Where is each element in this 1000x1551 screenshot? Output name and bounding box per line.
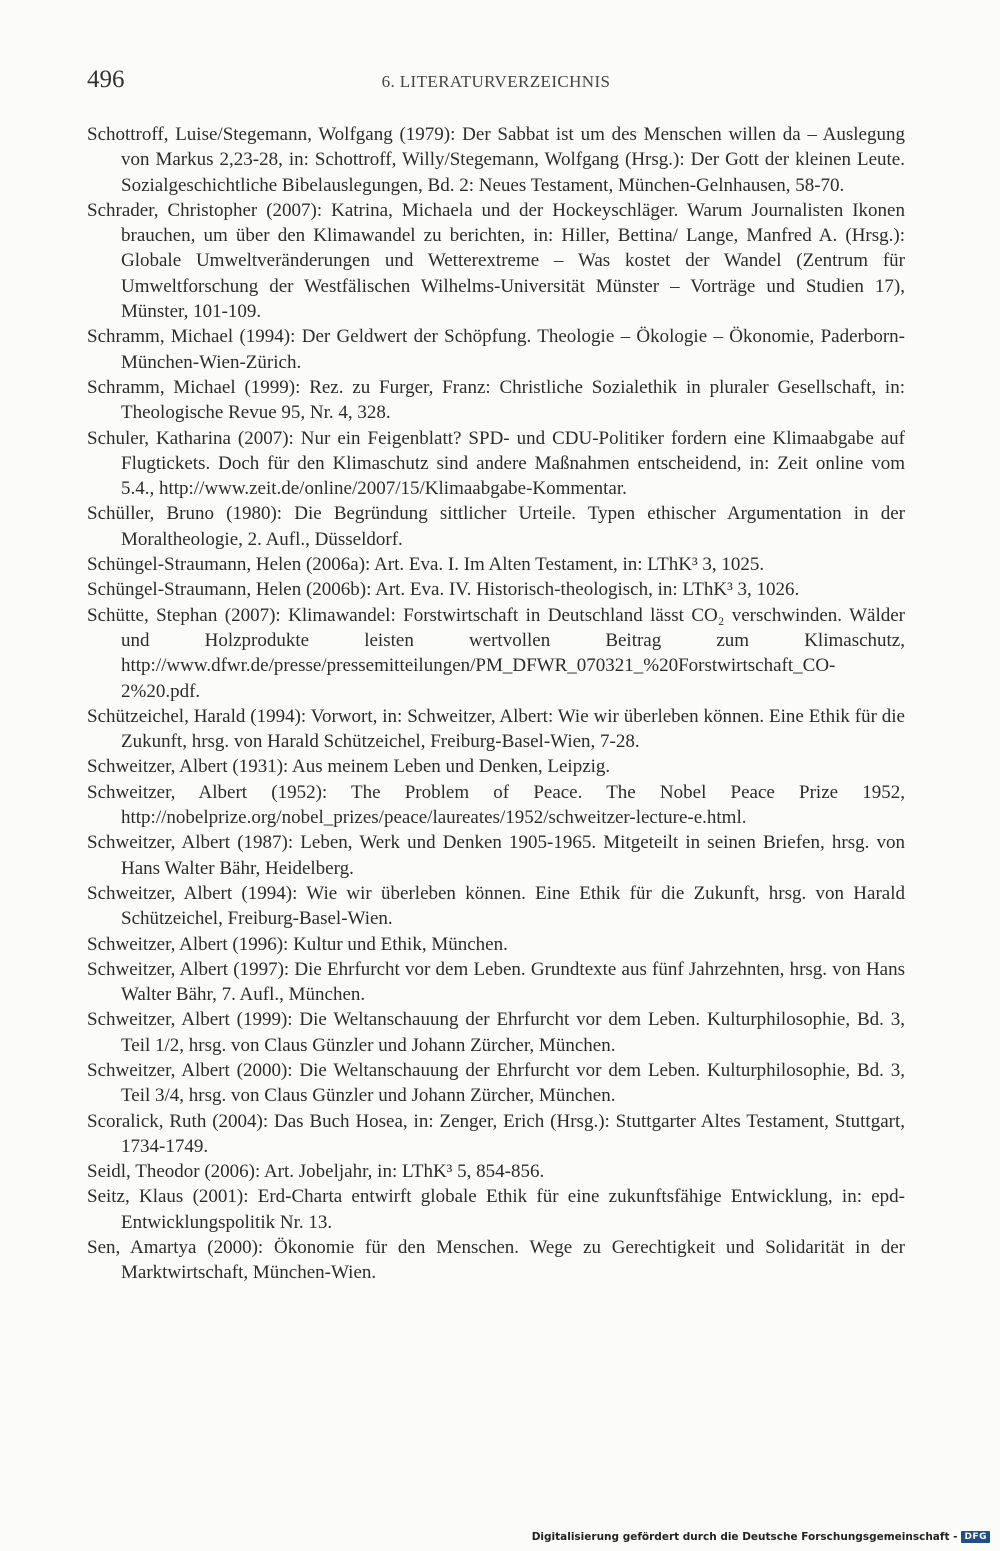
bibliography-entry: Schweitzer, Albert (1997): Die Ehrfurcht vor dem Leben. Grundtexte aus fünf Jahrzehnten, hrsg. von Hans Walter Bähr, 7. Aufl., München.: [87, 958, 905, 1006]
bibliography-entry: Schweitzer, Albert (1952): The Problem of Peace. The Nobel Peace Prize 1952, http://nobelprize.org/nobel_prizes/peace/laureates/1952/schweitzer-lecture-e.html.: [87, 781, 905, 829]
page-header: [87, 66, 905, 100]
bibliography-entry: Schrader, Christopher (2007): Katrina, Michaela und der Hockeyschläger. Warum Journalisten Ikonen brauchen, um über den Klimawandel zu berichten, in: Hiller, Bettina/ Lange, Manfred A. (Hrsg.): Globale Umweltveränderungen und Wetterextreme – Was kostet der Wandel (Zentrum für Umweltforschung der Westfälischen Wilhelms-Universität Münster – Vorträge und Studien 17), Münster, 101-109.: [87, 199, 905, 323]
bibliography-entry: Schweitzer, Albert (2000): Die Weltanschauung der Ehrfurcht vor dem Leben. Kulturphilosophie, Bd. 3, Teil 3/4, hrsg. von Claus Günzler und Johann Zürcher, München.: [87, 1059, 905, 1107]
bibliography-entry: Schützeichel, Harald (1994): Vorwort, in: Schweitzer, Albert: Wie wir überleben können. Eine Ethik für die Zukunft, hrsg. von Harald Schützeichel, Freiburg-Basel-Wien, 7-28.: [87, 705, 905, 753]
bibliography-entry: Schüngel-Straumann, Helen (2006b): Art. Eva. IV. Historisch-theologisch, in: LThK³ 3, 1026.: [87, 579, 800, 601]
bibliography-entry: Schütte, Stephan (2007): Klimawandel: Forstwirtschaft in Deutschland lässt CO₂ verschwinden. Wälder und Holzprodukte leisten wertvollen Beitrag zum Klimaschutz, http://www.dfwr.de/presse/pressemitteilungen/PM_DFWR_070321_%20Forstwirtschaft_CO-2%20.pdf.: [87, 604, 905, 702]
bibliography-entry: Schuler, Katharina (2007): Nur ein Feigenblatt? SPD- und CDU-Politiker fordern eine Klimaabgabe auf Flugtickets. Doch für den Klimaschutz sind andere Maßnahmen entscheidend, in: Zeit online vom 5.4., http://www.zeit.de/online/2007/15/Klimaabgabe-Kommentar.: [87, 427, 905, 500]
bibliography-entry: Schüngel-Straumann, Helen (2006a): Art. Eva. I. Im Alten Testament, in: LThK³ 3, 1025.: [87, 554, 765, 576]
bibliography-list: [87, 122, 905, 1286]
running-title: 6. LITERATURVERZEICHNIS: [381, 72, 611, 91]
bibliography-entry: Schweitzer, Albert (1999): Die Weltanschauung der Ehrfurcht vor dem Leben. Kulturphilosophie, Bd. 3, Teil 1/2, hrsg. von Claus Günzler und Johann Zürcher, München.: [87, 1009, 905, 1056]
bibliography-entry: Schweitzer, Albert (1931): Aus meinem Leben und Denken, Leipzig.: [87, 756, 611, 778]
bibliography-entry: Schottroff, Luise/Stegemann, Wolfgang (1979): Der Sabbat ist um des Menschen willen da – Auslegung von Markus 2,23-28, in: Schottroff, Willy/Stegemann, Wolfgang (Hrsg.): Der Gott der kleinen Leute. Sozialgeschichtliche Bibelauslegungen, Bd. 2: Neues Testament, München-Gelnhausen, 58-70.: [87, 124, 905, 196]
bibliography-entry: Schweitzer, Albert (1987): Leben, Werk und Denken 1905-1965. Mitgeteilt in seinen Briefen, hrsg. von Hans Walter Bähr, Heidelberg.: [87, 832, 905, 879]
bibliography-entry: Scoralick, Ruth (2004): Das Buch Hosea, in: Zenger, Erich (Hrsg.): Stuttgarter Altes Testament, Stuttgart, 1734-1749.: [87, 1110, 905, 1157]
bibliography-entry: Schramm, Michael (1994): Der Geldwert der Schöpfung. Theologie – Ökologie – Ökonomie, Paderborn-München-Wien-Zürich.: [87, 326, 905, 373]
bibliography-entry: Seitz, Klaus (2001): Erd-Charta entwirft globale Ethik für eine zukunftsfähige Entwicklung, in: epd-Entwicklungspolitik Nr. 13.: [87, 1186, 905, 1233]
bibliography-entry: Schüller, Bruno (1980): Die Begründung sittlicher Urteile. Typen ethischer Argumentation in der Moraltheologie, 2. Aufl., Düsseldorf.: [87, 503, 905, 550]
credit-text: Digitalisierung gefördert durch die Deutsche Forschungsgemeinschaft -: [531, 1531, 958, 1543]
page-number: 496: [87, 66, 125, 93]
bibliography-entry: Schweitzer, Albert (1996): Kultur und Ethik, München.: [87, 933, 508, 955]
bibliography-entry: Schramm, Michael (1999): Rez. zu Furger, Franz: Christliche Sozialethik in pluraler Gesellschaft, in: Theologische Revue 95, Nr. 4, 328.: [87, 376, 905, 424]
dfg-logo: DFG: [961, 1531, 990, 1543]
digitization-credit: [532, 1531, 990, 1543]
bibliography-entry: Schweitzer, Albert (1994): Wie wir überleben können. Eine Ethik für die Zukunft, hrsg. von Harald Schützeichel, Freiburg-Basel-Wien.: [87, 882, 905, 930]
bibliography-entry: Seidl, Theodor (2006): Art. Jobeljahr, in: LThK³ 5, 854-856.: [87, 1161, 545, 1183]
bibliography-entry: Sen, Amartya (2000): Ökonomie für den Menschen. Wege zu Gerechtigkeit und Solidarität in der Marktwirtschaft, München-Wien.: [87, 1237, 905, 1284]
